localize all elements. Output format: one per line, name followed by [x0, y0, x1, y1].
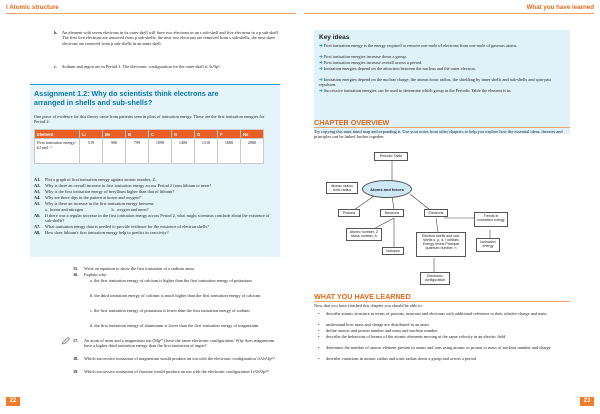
- assignment-question: [34, 189, 276, 194]
- answer-b: [54, 30, 282, 46]
- question-17: [73, 338, 280, 349]
- question-label: A3.: [34, 189, 41, 194]
- arrow-bullet-icon: ➔: [319, 66, 323, 71]
- assignment-question: [34, 213, 276, 223]
- node-neutrons: Neutrons: [380, 209, 404, 217]
- question-text: Why are there dips in the pattern at boron and oxygen?: [45, 195, 141, 200]
- assignment-title: Assignment 1.2: Why do scientists think electrons are arranged in shells and sub-shells?: [34, 89, 219, 107]
- answer-b-text: An element with seven electrons in its outer shell will have two electrons in an s sub-shell and five electrons in a p sub-shell. The first five electrons are removed from p sub-shells; the next two electrons are removed from s sub-shells, the next three electrons are removed from p sub-shells in an inner shell.: [62, 30, 279, 46]
- assignment-question: [34, 201, 276, 206]
- learned-item: [318, 322, 568, 327]
- table-header-cell: C: [149, 130, 172, 139]
- learned-item-text: describe atomic structure in terms of protons, neutrons and electrons with additional reference to their relative charge and mass: [326, 311, 547, 316]
- answer-c: [54, 64, 282, 69]
- node-electrons: Electrons: [424, 209, 448, 217]
- bullet-icon: •: [318, 356, 320, 361]
- question-text: Which successive ionisation of fluorine would produce an ion with the electronic configuration 1s²2s²2p⁴?: [84, 369, 269, 374]
- header-rule-left: [6, 13, 296, 14]
- key-idea-text: Ionisation energies depend on the nuclear charge, the atomic/ionic radius, the shielding by inner shells and sub-shells and spin-pair repulsion.: [319, 77, 552, 88]
- question-label: A8.: [34, 230, 41, 235]
- question-text: a. the first ionisation energy of calcium is higher than the first ionisation energy of potassium: [90, 278, 252, 283]
- table-header-cell: Ne: [241, 130, 264, 139]
- question-18: [73, 356, 280, 361]
- question-text: c. the first ionisation energy of potassium is lower than the first ionisation energy of sodium: [90, 308, 250, 313]
- question-number: 16.: [73, 272, 79, 277]
- node-protons: Protons: [338, 209, 360, 217]
- header-rule-right: [304, 13, 594, 14]
- assignment-box: [30, 84, 280, 257]
- question-number: 17.: [73, 338, 79, 343]
- table-header-cell: O: [195, 130, 218, 139]
- arrow-bullet-icon: ➔: [319, 54, 323, 59]
- key-idea-text: Successive ionisation energies can be used to determine which group in the Periodic Table the element is in.: [323, 88, 512, 93]
- question-text: d. the first ionisation energy of aluminium is lower than the first ionisation energy of magnesium.: [90, 323, 260, 328]
- arrow-bullet-icon: ➔: [319, 60, 323, 65]
- key-idea: [319, 77, 563, 87]
- learned-item-text: describe variations in atomic radius and ionic radius down a group and across a period: [326, 356, 477, 361]
- assignment-intro: One piece of evidence for this theory came from patterns seen in plots of ionisation energy. These are the first ionisation energies for Period 2:: [34, 114, 265, 125]
- question-19: [73, 369, 280, 374]
- assignment-question: [34, 224, 276, 229]
- ionisation-table-row: [35, 139, 264, 164]
- node-atoms-and-forces: Atoms and forces: [362, 180, 412, 198]
- key-idea-text: First ionisation energy is the energy required to remove one mole of electrons from one mole of gaseous atoms.: [323, 43, 518, 48]
- key-idea: [319, 54, 563, 59]
- question-text: Why is the first ionisation energy of beryllium higher than that of lithium?: [45, 189, 175, 194]
- question-label: A4.: [34, 195, 41, 200]
- chapter-overview-rule: [314, 127, 570, 128]
- page-number-right: 23: [580, 397, 594, 406]
- question-text: Plot a graph of first ionisation energy against atomic number, Z.: [45, 177, 157, 182]
- question-16: [73, 272, 280, 277]
- page-number-left: 22: [6, 397, 20, 406]
- table-header-cell: Element: [35, 130, 80, 139]
- assignment-question: [34, 230, 276, 235]
- key-idea: [319, 43, 563, 48]
- table-cell: 900: [103, 139, 126, 164]
- ionisation-table: [34, 129, 264, 164]
- question-text: Why is there an increase in the first ionisation energy between:: [45, 201, 155, 206]
- node-atomic-number: Atomic number, Z Mass number, A: [346, 228, 382, 241]
- learned-item: [318, 328, 568, 333]
- assignment-question: [34, 183, 276, 188]
- table-header-cell: F: [218, 130, 241, 139]
- learned-item: [318, 356, 568, 361]
- learned-rule: [314, 301, 570, 302]
- table-cell: 1310: [195, 139, 218, 164]
- pencil-icon: [61, 337, 70, 345]
- learned-intro: Now that you have finished this chapter you should be able to:: [314, 303, 423, 308]
- table-cell: 799: [126, 139, 149, 164]
- node-isotopes: Isotopes: [382, 247, 404, 255]
- ionisation-table-header: [35, 130, 264, 139]
- table-row-label: First ionisation energy/ kJ mol⁻¹: [35, 139, 80, 164]
- answer-c-text: Sodium and argon are in Period 3. The electronic configuration for the outer shell is 3s²3p⁶.: [62, 64, 221, 69]
- question-text: Why is there an overall increase in first ionisation energy across Period 2 from lithium to neon?: [45, 183, 212, 188]
- answer-b-letter: b.: [54, 30, 58, 35]
- bullet-icon: •: [318, 334, 320, 339]
- answer-c-letter: c.: [54, 64, 58, 69]
- table-header-cell: B: [126, 130, 149, 139]
- table-header-cell: N: [172, 130, 195, 139]
- chapter-overview-intro: Try copying this mini mind map and expanding it. Use your notes from other chapters to help you explore how the essential ideas, theories and principles can be linked further together.: [314, 129, 563, 140]
- learned-item: [318, 311, 568, 316]
- key-idea: [319, 66, 563, 71]
- key-ideas-title: Key ideas: [319, 34, 350, 41]
- arrow-bullet-icon: ➔: [319, 77, 323, 82]
- question-16b: [90, 293, 280, 298]
- bullet-icon: •: [318, 311, 320, 316]
- assignment-question: [34, 195, 276, 200]
- mind-map-lines: [314, 148, 570, 288]
- question-text: Which successive ionisation of magnesium would produce an ion with the electronic configuration 1s²2s²2p⁶?: [84, 356, 275, 361]
- node-configuration: Electronic configuration: [420, 272, 450, 285]
- question-label: A6.: [34, 213, 41, 218]
- running-header-left: I Atomic structure: [6, 3, 59, 11]
- table-cell: 519: [80, 139, 103, 164]
- table-header-cell: Be: [103, 130, 126, 139]
- learned-item-text: understand how mass and charge are distributed in an atom: [326, 322, 429, 327]
- key-idea-text: First ionisation energies increase overall across a period.: [323, 60, 423, 65]
- assignment-question: [34, 207, 276, 212]
- learned-item-text: describe the behaviour of beams of the atomic elements moving at the same velocity in an electric field: [326, 334, 506, 339]
- table-cell: 1400: [172, 139, 195, 164]
- question-text: Explain why:: [84, 272, 108, 277]
- learned-item: [318, 345, 568, 350]
- learned-item-text: determine the number of atomic element present in atoms and ions using atomic or proton or mass of nucleon number and charge: [326, 345, 551, 350]
- node-ionisation: Ionisation energy: [476, 238, 500, 252]
- question-number: 19.: [73, 369, 79, 374]
- question-15: [73, 266, 280, 271]
- key-idea: [319, 88, 563, 93]
- table-cell: 1680: [218, 139, 241, 164]
- question-text: If there was a regular increase in the first ionisation energy across Period 2, what might scientists conclude about the existence of sub-shells?: [45, 213, 270, 224]
- bullet-icon: •: [318, 322, 320, 327]
- node-trends: Trends in ionisation energy: [474, 212, 508, 227]
- chapter-overview-title: CHAPTER OVERVIEW: [314, 118, 390, 127]
- key-idea-text: Ionisation energies depend on the attraction between the nucleus and the outer electron.: [323, 66, 476, 71]
- assignment-question: [34, 177, 276, 182]
- arrow-bullet-icon: ➔: [319, 43, 323, 48]
- key-idea: [319, 60, 563, 65]
- node-shells: Electron shells and sub-shells s, p, d, f orbitals Energy levels Principal quantum number, n: [416, 232, 466, 257]
- node-radius: Atomic radius Ionic radius: [326, 182, 358, 194]
- arrow-bullet-icon: ➔: [319, 88, 323, 93]
- question-number: 18.: [73, 356, 79, 361]
- question-label: A5.: [34, 201, 41, 206]
- question-text: An atom of neon and a magnesium ion (Mg²⁺) have the same electronic configuration. Why does magnesium have a higher third ionisation energy than the first ionisation of argon?: [84, 338, 275, 349]
- question-text: How does lithium's first ionisation energy help to predict its reactivity?: [45, 230, 169, 235]
- question-text: a. boron and nitrogen b. oxygen and neon?: [45, 207, 149, 212]
- table-header-cell: Li: [80, 130, 103, 139]
- table-cell: 2080: [241, 139, 264, 164]
- question-text: What ionisation energy data is needed to provide evidence for the existence of electron shells?: [45, 224, 209, 229]
- question-16a: [90, 278, 280, 283]
- learned-item-text: define atomic and proton number and mass and nucleon number: [326, 328, 438, 333]
- question-16c: [90, 308, 280, 313]
- node-periodic-table: Periodic Table: [374, 152, 408, 161]
- running-header-right: What you have learned: [526, 3, 594, 11]
- learned-title: WHAT YOU HAVE LEARNED: [314, 292, 411, 301]
- bullet-icon: •: [318, 328, 320, 333]
- question-label: A1.: [34, 177, 41, 182]
- table-cell: 1090: [149, 139, 172, 164]
- question-text: Write an equation to show the first ionisation of a sodium atom.: [84, 266, 195, 271]
- question-16d: [90, 323, 280, 328]
- question-label: A7.: [34, 224, 41, 229]
- key-idea-text: First ionisation energies increase down a group.: [323, 54, 407, 59]
- bullet-icon: •: [318, 345, 320, 350]
- question-number: 15.: [73, 266, 79, 271]
- question-text: b. the third ionisation energy of calcium is much higher than the first ionisation energy of calcium: [90, 293, 261, 298]
- learned-item: [318, 334, 568, 339]
- question-label: A2.: [34, 183, 41, 188]
